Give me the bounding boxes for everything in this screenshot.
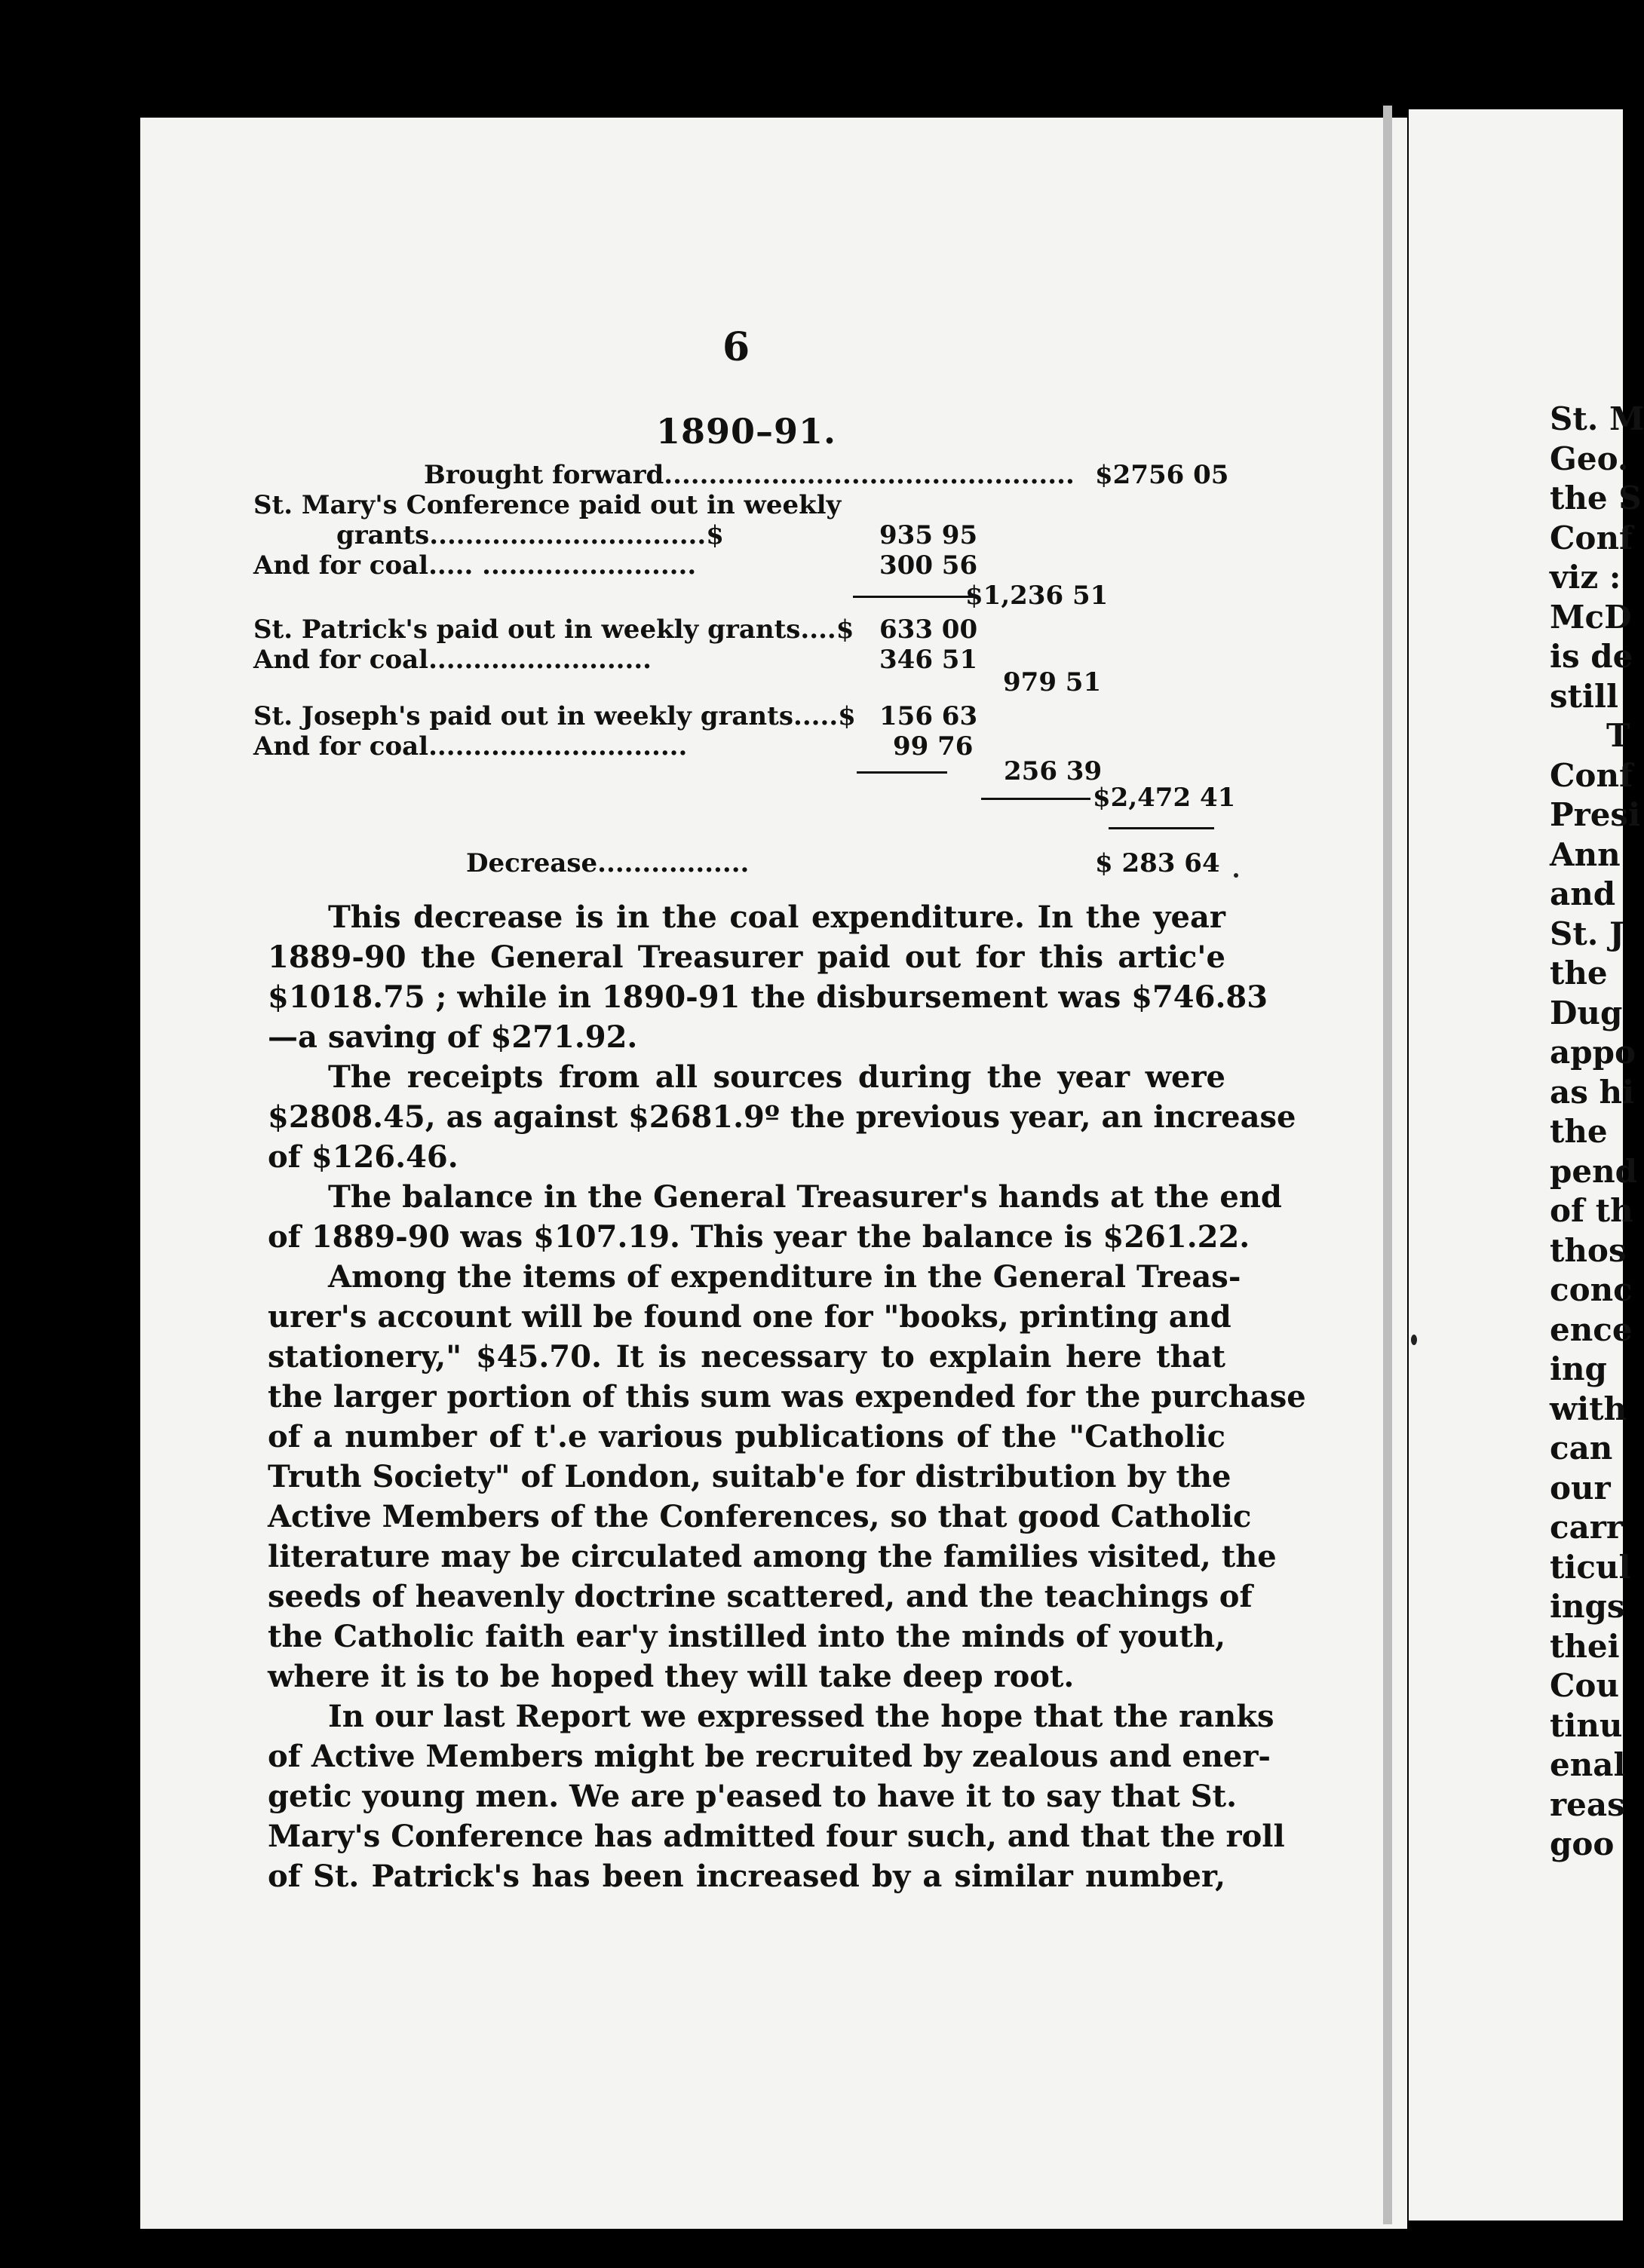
text-line: Active Members of the Conferences, so that good Catholic (268, 1499, 1252, 1534)
text-line: The receipts from all sources during the year were (328, 1059, 1225, 1095)
page-number: 6 (722, 324, 750, 370)
text-line: Among the items of expenditure in the General Treas- (328, 1259, 1241, 1295)
text-line: In our last Report we expressed the hope that the ranks (328, 1699, 1274, 1734)
ink-speck (1411, 1335, 1417, 1345)
right-page-text (1550, 400, 1644, 1865)
text-line: of $126.46. (268, 1139, 459, 1175)
text-fragment: Geo. (1550, 440, 1629, 477)
text-fragment: the (1550, 955, 1608, 991)
ledger-brought-forward-amount: $2756 05 (1095, 460, 1229, 490)
text-fragment: Conf (1550, 756, 1633, 794)
text-line: of 1889-90 was $107.19. This year the balance is $261.22. (268, 1219, 1250, 1255)
ledger-st-josephs-coal-label: And for coal............................. (253, 731, 688, 762)
text-fragment: ing (1550, 1350, 1607, 1387)
ledger-st-marys-coal-amount: 300 56 (879, 550, 978, 581)
text-fragment: thei (1550, 1627, 1620, 1665)
text-fragment: pend (1550, 1152, 1637, 1190)
text-fragment: still (1550, 677, 1618, 715)
text-fragment: thos (1550, 1231, 1627, 1269)
text-fragment: reas (1550, 1785, 1625, 1823)
ledger-st-josephs-grants-amount: 156 63 (879, 701, 978, 731)
text-fragment: Dug (1550, 994, 1623, 1031)
ledger-st-patricks-coal-amount: 346 51 (879, 645, 978, 675)
text-fragment: and (1550, 875, 1616, 912)
text-fragment: carr (1550, 1509, 1624, 1546)
text-fragment: St. J (1550, 915, 1624, 952)
text-fragment: St. M (1550, 400, 1644, 437)
text-line: getic young men. We are p'eased to have it to say that St. (268, 1779, 1238, 1814)
page-gutter (1383, 106, 1392, 2224)
text-line: $1018.75 ; while in 1890-91 the disbursement was $746.83 (268, 979, 1268, 1015)
text-line: This decrease is in the coal expenditure. In the year (328, 900, 1225, 935)
text-fragment: viz : (1550, 559, 1621, 596)
text-line: $2808.45, as against $2681.9º the previous year, an increase (268, 1099, 1296, 1135)
text-line: —a saving of $271.92. (268, 1019, 638, 1055)
text-fragment: Presi (1550, 796, 1641, 833)
text-line: The balance in the General Treasurer's hands at the end (328, 1179, 1282, 1215)
ledger-st-patricks-grants-label: St. Patrick's paid out in weekly grants....$ (253, 615, 854, 645)
ledger-brought-forward-label: Brought forward.............................................. (424, 460, 1075, 490)
text-line: of St. Patrick's has been increased by a similar number, (268, 1859, 1225, 1894)
ledger-st-marys-grants-amount: 935 95 (879, 520, 978, 550)
ledger-st-josephs-total: 256 39 (1004, 756, 1103, 786)
ledger-rule (981, 798, 1090, 800)
text-line: 1889-90 the General Treasurer paid out for this artic'e (268, 939, 1225, 975)
text-line: of a number of t'.e various publications of the "Catholic (268, 1419, 1225, 1454)
text-fragment: can (1550, 1430, 1613, 1467)
text-fragment: with (1550, 1390, 1627, 1427)
ledger-decrease-label: Decrease................. (466, 848, 750, 878)
text-line: where it is to be hoped they will take deep root. (268, 1659, 1075, 1694)
ledger-st-marys-heading: St. Mary's Conference paid out in weekly (253, 490, 842, 520)
ink-speck (1234, 873, 1238, 878)
text-fragment: T (1606, 717, 1630, 754)
text-fragment: of th (1550, 1192, 1633, 1229)
ledger-st-patricks-coal-label: And for coal......................... (253, 645, 652, 675)
text-fragment: Cou (1550, 1667, 1619, 1704)
ledger-grand-total: $2,472 41 (1093, 783, 1236, 813)
text-fragment: Ann (1550, 835, 1621, 873)
text-fragment: ence (1550, 1310, 1633, 1348)
ledger-decrease-amount: $ 283 64 (1095, 848, 1220, 878)
ledger-rule (853, 596, 974, 598)
text-fragment: ticul (1550, 1548, 1631, 1586)
text-fragment: the (1550, 1113, 1608, 1150)
text-fragment: conc (1550, 1271, 1633, 1308)
text-line: seeds of heavenly doctrine scattered, and the teachings of (268, 1579, 1253, 1614)
text-fragment: as hi (1550, 1073, 1634, 1111)
ledger-rule (857, 771, 947, 774)
text-fragment: the S (1550, 480, 1642, 516)
text-fragment: tinu (1550, 1706, 1623, 1744)
ledger-rule (1109, 827, 1214, 829)
ledger-st-josephs-coal-amount: 99 76 (893, 731, 974, 762)
text-line: Truth Society" of London, suitab'e for distribution by the (268, 1459, 1231, 1494)
text-line: stationery," $45.70. It is necessary to explain here that (268, 1339, 1225, 1375)
body-text (268, 897, 1306, 1896)
text-line: the Catholic faith ear'y instilled into the minds of youth, (268, 1619, 1225, 1654)
text-fragment: enal (1550, 1746, 1626, 1783)
text-line: the larger portion of this sum was expended for the purchase (268, 1379, 1306, 1414)
text-fragment: McD (1550, 598, 1632, 636)
ledger-st-marys-coal-label: And for coal..... ........................ (253, 550, 697, 581)
text-fragment: ings (1550, 1588, 1625, 1625)
text-fragment: Conf (1550, 519, 1633, 556)
text-fragment: appo (1550, 1034, 1636, 1071)
text-fragment: goo (1550, 1825, 1615, 1862)
year-heading: 1890–91. (656, 411, 837, 452)
text-fragment: is de (1550, 638, 1633, 675)
text-line: of Active Members might be recruited by zealous and ener- (268, 1739, 1271, 1774)
ledger-st-patricks-total: 979 51 (1003, 667, 1102, 697)
ledger-st-josephs-grants-label: St. Joseph's paid out in weekly grants.....$ (253, 701, 856, 731)
text-fragment: our (1550, 1469, 1611, 1506)
text-line: Mary's Conference has admitted four such, and that the roll (268, 1819, 1285, 1854)
ledger-st-marys-total: $1,236 51 (965, 581, 1109, 611)
text-line: literature may be circulated among the families visited, the (268, 1539, 1277, 1574)
text-line: urer's account will be found one for "books, printing and (268, 1299, 1231, 1335)
ledger-st-marys-grants-label: grants...............................$ (336, 520, 724, 550)
ledger-st-patricks-grants-amount: 633 00 (879, 615, 978, 645)
